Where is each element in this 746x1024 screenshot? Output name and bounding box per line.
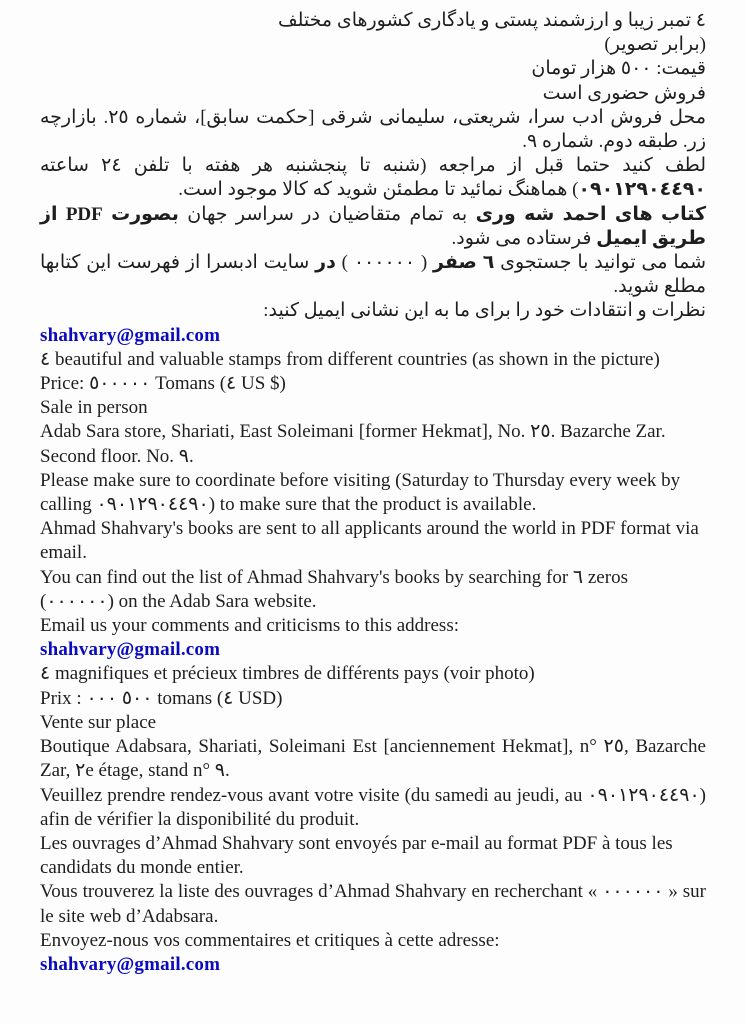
text-run: سایت ادبسرا از فهرست این کتابها مطلع شوید.	[40, 252, 706, 298]
text-run: کتاب های احمد شه وری	[475, 203, 707, 225]
text-run: ( ٠٠٠٠٠٠ )	[335, 252, 434, 274]
text-run: به تمام متقاضیان در سراسر جهان	[178, 203, 476, 225]
text-run: Vous trouverez la liste des ouvrages d’Ahmad Shahvary en recherchant « ٠٠٠٠٠٠ » sur le site web d’Adabsara.	[40, 881, 706, 927]
paragraph-fr-email-prompt	[40, 929, 706, 953]
text-run: ٤ beautiful and valuable stamps from different countries (as shown in the picture)	[40, 348, 660, 370]
text-run: نظرات و انتقادات خود را برای ما به این نشانی ایمیل کنید:	[263, 300, 706, 322]
paragraph-en-price	[40, 372, 706, 396]
text-run: Prix : ٥٠٠ ٠٠٠ tomans (٤ USD)	[40, 687, 283, 709]
text-run: shahvary@gmail.com	[40, 324, 221, 346]
text-run	[57, 204, 65, 225]
text-run: shahvary@gmail.com	[40, 953, 221, 975]
text-run: لطف کنید حتما قبل از مراجعه (شنبه تا پنجشنبه هر هفته با تلفن ٢٤ ساعته	[40, 155, 706, 177]
paragraph-fr-six-zeros	[40, 880, 706, 928]
paragraph-en-books-pdf	[40, 517, 706, 565]
paragraph-fa-address	[40, 106, 706, 154]
text-run: ٤ تمبر زیبا و ارزشمند پستی و یادگاری کشورهای مختلف	[277, 10, 706, 31]
paragraph-en-title	[40, 348, 706, 372]
text-run: بصورت PDF	[65, 203, 179, 225]
paragraph-fa-price	[40, 57, 706, 81]
text-run: در	[315, 252, 336, 274]
paragraph-fa-books-pdf	[40, 203, 706, 251]
text-run: Price: ٥٠٠٠٠٠ Tomans (٤ US $)	[40, 373, 286, 395]
paragraph-fr-title	[40, 662, 706, 686]
paragraph-fr-address	[40, 735, 706, 783]
paragraph-fa-as-picture	[40, 33, 706, 57]
text-run: Vente sur place	[40, 711, 157, 733]
text-run: Please make sure to coordinate before visiting (Saturday to Thursday every week by calling ٠٩٠١٢٩٠٤٤٩٠) to make sure that the product is available.	[40, 469, 681, 516]
paragraph-en-sale-in-person	[40, 396, 706, 420]
paragraph-fr-sale-in-person	[40, 711, 706, 735]
text-run: Envoyez-nous vos commentaires et critiques à cette adresse:	[40, 929, 500, 951]
paragraph-en-email-prompt	[40, 614, 706, 638]
email-address-3-email-link[interactable]	[40, 953, 706, 977]
text-run: ) هماهنگ نمائید تا مطمئن شوید که کالا موجود است.	[178, 179, 579, 201]
text-run: قیمت: ٥٠٠ هزار تومان	[531, 58, 706, 80]
text-run: Email us your comments and criticisms to this address:	[40, 615, 459, 637]
paragraph-fa-coordinate	[40, 154, 706, 202]
paragraph-fa-six-zeros	[40, 251, 706, 299]
paragraph-fa-email-prompt	[40, 299, 706, 323]
paragraph-en-six-zeros	[40, 566, 706, 614]
text-run: shahvary@gmail.com	[40, 639, 221, 661]
text-run: Ahmad Shahvary's books are sent to all applicants around the world in PDF format via email.	[40, 518, 699, 564]
paragraph-en-coordinate	[40, 469, 706, 517]
text-run: You can find out the list of Ahmad Shahvary's books by searching for ٦ zeros (٠٠٠٠٠٠) on the Adab Sara website.	[40, 566, 628, 612]
email-address-2-email-link[interactable]	[40, 638, 706, 662]
text-run: ٤ magnifiques et précieux timbres de différents pays (voir photo)	[40, 663, 535, 685]
email-address-1-email-link[interactable]	[40, 324, 706, 348]
text-run: محل فروش ادب سرا، شریعتی، سلیمانی شرقی [حکمت سابق]، شماره ٢٥. بازارچه زر. طبقه دوم. شماره ٩.	[40, 106, 706, 153]
paragraph-fr-coordinate	[40, 784, 706, 832]
text-run: فرستاده می شود.	[451, 227, 597, 249]
text-run: Boutique Adabsara, Shariati, Soleimani Est [anciennement Hekmat], n° ٢٥, Bazarche Zar, ٢e étage, stand n° ٩.	[40, 736, 706, 782]
paragraph-fr-price	[40, 687, 706, 711]
text-run: ٦ صفر	[433, 252, 495, 274]
text-run: ٠٩٠١٢٩٠٤٤٩٠	[578, 179, 706, 201]
text-run: (برابر تصویر)	[604, 34, 706, 56]
paragraph-fa-title	[40, 9, 706, 33]
text-run: Adab Sara store, Shariati, East Soleimani [former Hekmat], No. ٢٥. Bazarche Zar. Second floor. No. ٩.	[40, 421, 666, 467]
text-run: شما می توانید با جستجوی	[494, 252, 707, 274]
text-run: Veuillez prendre rendez-vous avant votre visite (du samedi au jeudi, au ٠٩٠١٢٩٠٤٤٩٠) afin de vérifier la disponibilité du produit.	[40, 784, 706, 830]
text-run: Les ouvrages d’Ahmad Shahvary sont envoyés par e-mail au format PDF à tous les candidats du monde entier.	[40, 832, 673, 879]
text-run: Sale in person	[40, 397, 148, 419]
paragraph-fr-books-pdf	[40, 832, 706, 880]
text-run: فروش حضوری است	[542, 82, 706, 104]
paragraph-en-address	[40, 420, 706, 468]
paragraph-fa-sale-in-person	[40, 82, 706, 106]
text-run: از طریق ایمیل	[40, 203, 706, 249]
